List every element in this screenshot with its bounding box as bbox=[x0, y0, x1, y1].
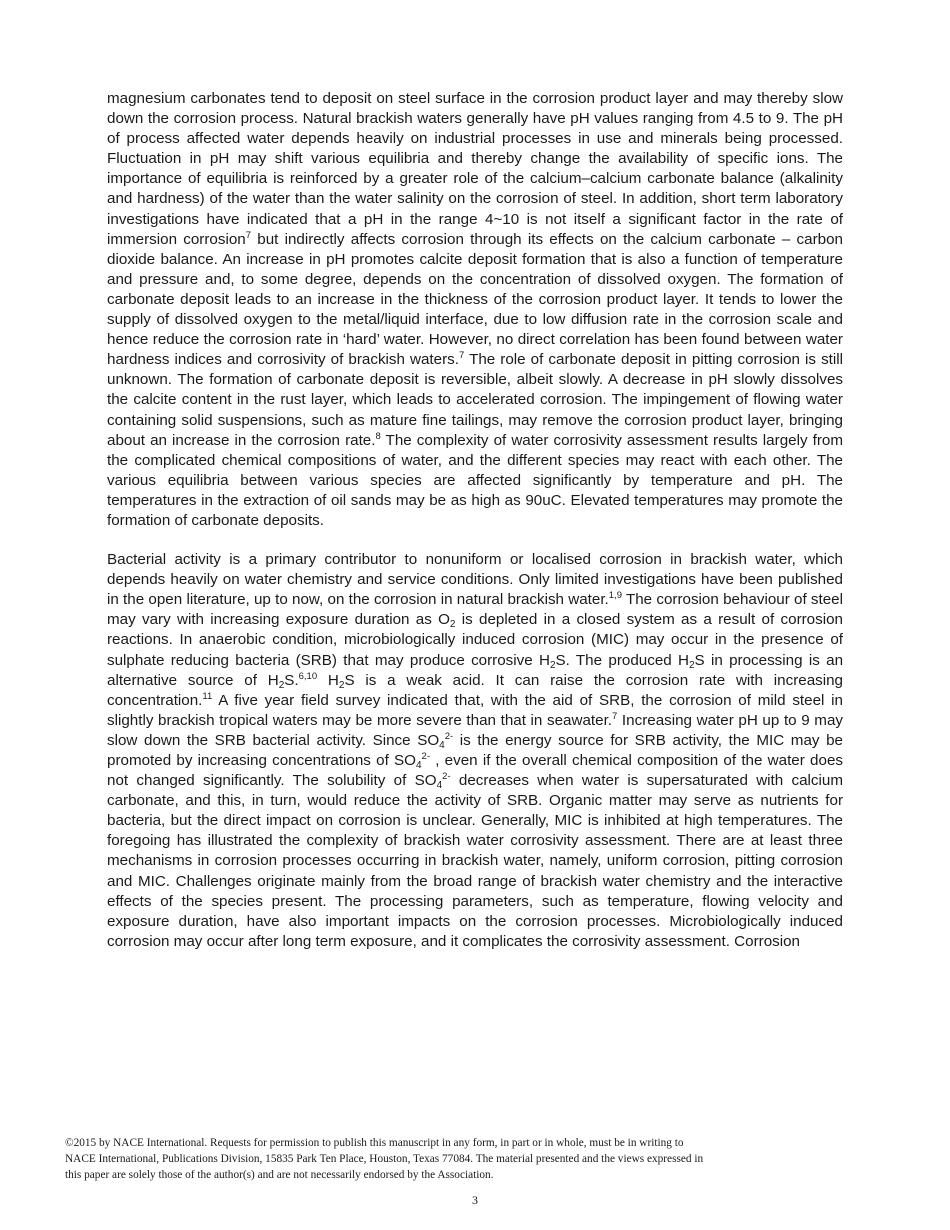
superscript: 7 bbox=[612, 710, 618, 722]
text-run: The corrosion behaviour of steel may vary with increasing exposure duration as O bbox=[107, 591, 843, 629]
page-number: 3 bbox=[472, 1193, 478, 1207]
text-run: decreases when water is supersaturated with calcium carbonate, and this, in turn, would reduce the activity of SRB. Organic matter may serve as nutrients for bacteria, but the direct impact on corrosion is unclear. Generally, MIC is inhibited at high temperatures. The foregoing has illustrated the complexity of brackish water corrosivity assessment. There are at least three mechanisms in corrosion processes occurring in brackish water, namely, uniform corrosion, pitting corrosion and MIC. Challenges originate mainly from the broad range of brackish water chemistry and the interactive effects of the species present. The processing parameters, such as temperature, flowing velocity and exposure duration, have also important impacts on the corrosion processes. Microbiologically induced corrosion may occur after long term exposure, and it complicates the corrosivity assessment. Corrosion bbox=[107, 772, 844, 950]
text-run: H bbox=[317, 671, 339, 689]
footer-line-2: NACE International, Publications Division, 15835 Park Ten Place, Houston, Texas 77084. The material presented and the views expressed in bbox=[65, 1153, 704, 1166]
subscript: 2 bbox=[688, 659, 695, 671]
text-run: S. bbox=[284, 671, 299, 689]
paragraph-bacterial-activity bbox=[107, 550, 843, 952]
footer-line-1: ©2015 by NACE International. Requests for permission to publish this manuscript in any form, in part or in whole, must be in writing to bbox=[65, 1137, 684, 1149]
text-run: The role of carbonate deposit in pitting corrosion is still unknown. The formation of carbonate deposit is reversible, albeit slowly. A decrease in pH slowly dissolves the calcite content in the rust layer, which leads to accelerated corrosion. The impingement of flowing water containing solid suspensions, such as mature fine tailings, may remove the corrosion product layer, bringing about an increase in the corrosion rate. bbox=[107, 351, 844, 449]
superscript: 8 bbox=[375, 430, 381, 442]
text-run: is depleted in a closed system as a result of corrosion reactions. In anaerobic condition, microbiologically induced corrosion (MIC) may occur in the presence of sulphate reducing bacteria (SRB) that may produce corrosive H bbox=[107, 611, 843, 669]
text-run: Bacterial activity is a primary contributor to nonuniform or localised corrosion in brackish water, which depends heavily on water chemistry and service conditions. Only limited investigations have been published in the open literature, up to now, on the corrosion in natural brackish water. bbox=[107, 551, 843, 609]
subscript: 2 bbox=[278, 679, 285, 691]
footer-line-3: this paper are solely those of the author(s) and are not necessarily endorsed by the Association. bbox=[65, 1169, 494, 1182]
text-run: The complexity of water corrosivity assessment results largely from the complicated chemical compositions of water, and the different species may react with each other. The various equilibria between various species are affected significantly by temperature and pH. The temperatures in the extraction of oil sands may be as high as 90uC. Elevated temperatures may promote the formation of carbonate deposits. bbox=[107, 431, 843, 529]
text-run: S. The produced H bbox=[555, 651, 689, 669]
subscript: 4 bbox=[436, 780, 443, 792]
text-run: Increasing water pH up to 9 may slow down the SRB bacterial activity. Since SO bbox=[107, 711, 843, 749]
subscript: 2 bbox=[449, 619, 456, 631]
superscript: 2- bbox=[444, 730, 454, 742]
subscript: 2 bbox=[338, 679, 345, 691]
superscript: 7 bbox=[245, 229, 252, 241]
text-run: S is a weak acid. It can raise the corrosion rate with increasing concentration. bbox=[107, 671, 844, 709]
subscript: 4 bbox=[439, 739, 445, 751]
subscript: 2 bbox=[549, 659, 556, 671]
superscript: 1,9 bbox=[608, 590, 622, 602]
text-run: magnesium carbonates tend to deposit on steel surface in the corrosion product layer and may thereby slow down the corrosion process. Natural brackish waters generally have pH values ranging from 4.5 to 9. The pH of process affected water depends heavily on industrial processes in use and minerals being processed. Fluctuation in pH may shift various equilibria and thereby change the availability of specific ions. The importance of equilibria is reinforced by a greater role of the calcium–calcium carbonate balance (alkalinity and hardness) of the water than the water salinity on the corrosion of steel. In addition, short term laboratory investigations have indicated that a pH in the range 4~10 is not itself a significant factor in the rate of immersion corrosion bbox=[107, 90, 843, 248]
text-run: , even if the overall chemical composition of the water does not changed significantly. The solubility of SO bbox=[107, 752, 843, 790]
text-run: A five year field survey indicated that, with the aid of SRB, the corrosion of mild steel in slightly brackish tropical waters may be more severe than that in seawater. bbox=[107, 691, 843, 729]
superscript: 11 bbox=[202, 690, 213, 702]
text-run: is the energy source for SRB activity, the MIC may be promoted by increasing concentrations of SO bbox=[107, 731, 843, 769]
body-text bbox=[107, 89, 843, 952]
superscript: 2- bbox=[442, 771, 451, 783]
superscript: 2- bbox=[421, 751, 430, 762]
text-run: S in processing is an alternative source of H bbox=[107, 651, 844, 689]
superscript: 7 bbox=[458, 350, 465, 362]
subscript: 4 bbox=[415, 760, 422, 771]
superscript: 6,10 bbox=[298, 670, 318, 682]
copyright-footer bbox=[65, 1135, 805, 1184]
paragraph-carbonate-ph bbox=[107, 89, 843, 531]
text-run: but indirectly affects corrosion through its effects on the calcium carbonate – carbon dioxide balance. An increase in pH promotes calcite deposit formation that is also a function of temperature and pressure and, to some degree, depends on the concentration of dissolved oxygen. The formation of carbonate deposit leads to an increase in the thickness of the corrosion product layer. It tends to lower the supply of dissolved oxygen to the metal/liquid interface, due to low diffusion rate in the corrosion scale and hence reduce the corrosion rate in ‘hard’ water. However, no direct correlation has been found between water hardness indices and corrosivity of brackish waters. bbox=[107, 230, 843, 369]
